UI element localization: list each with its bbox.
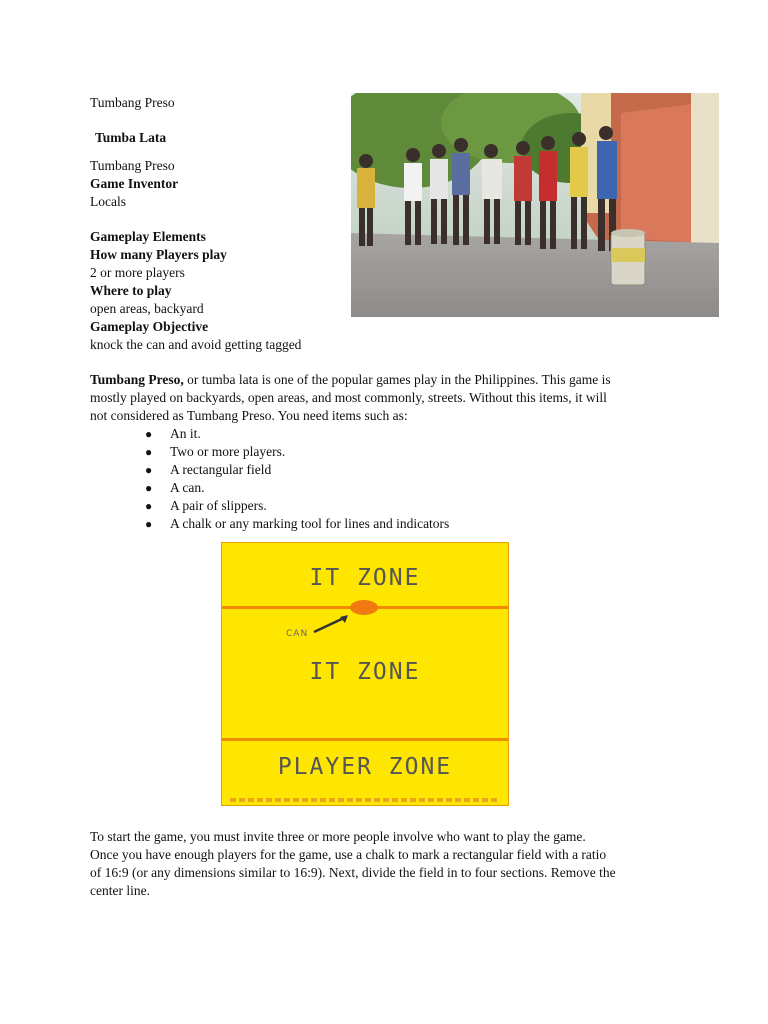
players-label: How many Players play xyxy=(90,247,227,262)
zone-label-top: IT ZONE xyxy=(309,565,421,591)
bullet-icon: ● xyxy=(145,445,153,459)
elements-heading: Gameplay Elements xyxy=(90,229,206,244)
closing-line-1: To start the game, you must invite three or more people involve who want to play the game. xyxy=(90,829,586,844)
intro-line-2: mostly played on backyards, open areas, and most commonly, streets. Without this items, it will xyxy=(90,390,607,405)
game-name: Tumbang Preso xyxy=(90,158,175,173)
field-line-bottom xyxy=(222,738,508,741)
bullet-icon: ● xyxy=(145,481,153,495)
zone-label-middle: IT ZONE xyxy=(309,659,421,685)
objective-value: knock the can and avoid getting tagged xyxy=(90,337,302,352)
closing-line-2: Once you have enough players for the game, use a chalk to mark a rectangular field with a ratio xyxy=(90,847,607,862)
diagram-caption-strip xyxy=(230,798,500,802)
list-item: ● An it. xyxy=(145,426,201,441)
list-item: ● Two or more players. xyxy=(145,444,286,459)
closing-line-3: of 16:9 (or any dimensions similar to 16:9). Next, divide the field in to four sections. Remove the xyxy=(90,865,616,880)
where-label: Where to play xyxy=(90,283,172,298)
bullet-icon: ● xyxy=(145,517,153,531)
intro-paragraph xyxy=(90,371,690,425)
list-item: ● A pair of slippers. xyxy=(145,498,267,513)
field-diagram xyxy=(221,542,509,806)
players-value: 2 or more players xyxy=(90,265,185,280)
where-value: open areas, backyard xyxy=(90,301,204,316)
arrow-icon xyxy=(312,613,352,635)
inventor-value: Locals xyxy=(90,194,126,209)
objective-label: Gameplay Objective xyxy=(90,319,209,334)
subtitle: Tumba Lata xyxy=(95,130,167,145)
bullet-icon: ● xyxy=(145,463,153,477)
items-list xyxy=(145,425,449,533)
zone-label-bottom: PLAYER ZONE xyxy=(277,754,453,780)
closing-line-4: center line. xyxy=(90,883,150,898)
list-item: ● A rectangular field xyxy=(145,462,272,477)
intro-lead: Tumbang Preso, xyxy=(90,372,184,387)
page-title: Tumbang Preso xyxy=(90,95,175,110)
intro-line-3: not considered as Tumbang Preso. You need items such as: xyxy=(90,408,408,423)
intro-line-1: or tumba lata is one of the popular games play in the Philippines. This game is xyxy=(183,372,611,387)
bullet-icon: ● xyxy=(145,427,153,441)
closing-paragraph xyxy=(90,828,690,900)
list-item: ● A chalk or any marking tool for lines and indicators xyxy=(145,516,450,531)
inventor-label: Game Inventor xyxy=(90,176,179,191)
can-marker xyxy=(350,600,378,615)
street-game-photo xyxy=(351,93,719,317)
can-label: CAN xyxy=(286,629,309,639)
list-item: ● A can. xyxy=(145,480,205,495)
bullet-icon: ● xyxy=(145,499,153,513)
